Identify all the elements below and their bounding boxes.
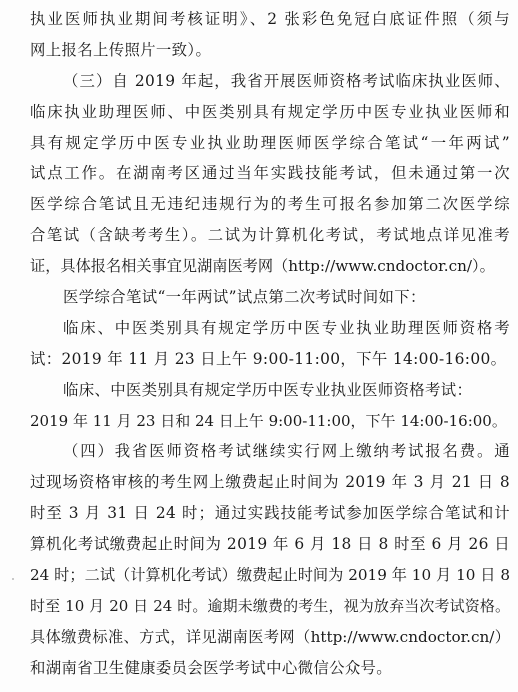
text-line: 临床执业助理医师、中医类别具有规定学历中医专业执业医师和 bbox=[30, 102, 510, 121]
document-body bbox=[30, 4, 510, 684]
text-line: （三）自 2019 年起，我省开展医师资格考试临床执业医师、 bbox=[63, 71, 510, 90]
text-line: 2019 年 11 月 23 日和 24 日上午 9:00-11:00，下午 14:00-16:00。 bbox=[30, 411, 507, 430]
text-line: 网上报名上传照片一致）。 bbox=[30, 40, 212, 59]
scan-speck bbox=[12, 578, 14, 580]
text-line: 时至 10 月 20 日 24 时。逾期未缴费的考生，视为放弃当次考试资格。 bbox=[30, 596, 510, 615]
text-line: 临床、中医类别具有规定学历中医专业执业医师资格考试： bbox=[63, 380, 473, 399]
text-line: 过现场资格审核的考生网上缴费起止时间为 2019 年 3 月 21 日 8 bbox=[30, 473, 510, 492]
text-line: 试点工作。在湖南考区通过当年实践技能考试，但未通过第一次 bbox=[30, 164, 510, 183]
text-line: 时至 3 月 31 日 24 时；通过实践技能考试参加医学综合笔试和计 bbox=[30, 504, 510, 523]
text-line: 合笔试（含缺考考生）。二试为计算机化考试，考试地点详见准考 bbox=[30, 226, 510, 245]
text-line: 医学综合笔试“一年两试”试点第二次考试时间如下： bbox=[63, 288, 426, 307]
text-line: 算机化考试缴费起止时间为 2019 年 6 月 18 日 8 时至 6 月 26 日 bbox=[30, 535, 510, 554]
text-line: 具体缴费标准、方式，详见湖南医考网（http://www.cndoctor.cn/） bbox=[30, 627, 510, 646]
text-line: 和湖南省卫生健康委员会医学考试中心微信公众号。 bbox=[30, 658, 393, 677]
text-lines bbox=[30, 4, 510, 684]
text-line: 临床、中医类别具有规定学历中医专业执业助理医师资格考 bbox=[63, 318, 510, 337]
text-line: 证，具体报名相关事宜见湖南医考网（http://www.cndoctor.cn/）。 bbox=[30, 257, 495, 276]
text-line: 试：2019 年 11 月 23 日上午 9:00-11:00，下午 14:00-16:00。 bbox=[30, 349, 507, 368]
text-line: 医学综合笔试且无违纪违规行为的考生可报名参加第二次医学综 bbox=[30, 195, 510, 214]
text-line: （四）我省医师资格考试继续实行网上缴纳考试报名费。通 bbox=[63, 442, 510, 461]
text-line: 执业医师执业期间考核证明》、2 张彩色免冠白底证件照（须与 bbox=[30, 10, 510, 28]
text-line: 具有规定学历中医专业执业助理医师医学综合笔试“一年两试” bbox=[30, 133, 510, 152]
text-line: 24 时；二试（计算机化考试）缴费起止时间为 2019 年 10 月 10 日 8 bbox=[30, 566, 510, 585]
